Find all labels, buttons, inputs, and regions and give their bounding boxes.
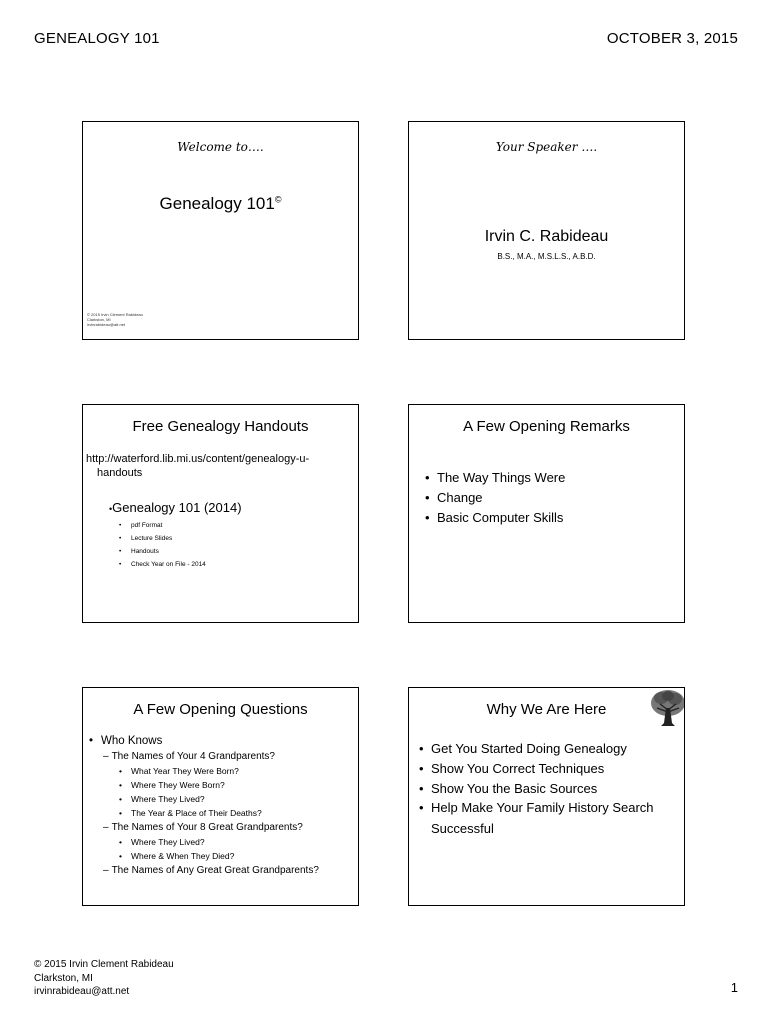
list-item: • Where They Were Born? — [119, 778, 354, 792]
list-item: • pdf Format — [119, 519, 206, 532]
footer-email: irvinrabideau@att.net — [34, 986, 130, 997]
questions-title: A Few Opening Questions — [133, 701, 308, 718]
list-item: • Get You Started Doing Genealogy — [419, 739, 681, 759]
credit-line: irvinrabideau@att.net — [87, 322, 126, 327]
page-number: 1 — [730, 980, 738, 995]
list-item: • Show You Correct Techniques — [419, 759, 681, 779]
footer-location: Clarkston, MI — [34, 972, 93, 984]
slide-why — [408, 687, 685, 906]
list-item: • Where & When They Died? — [119, 849, 354, 863]
remarks-title: A Few Opening Remarks — [463, 418, 630, 435]
tree-icon — [649, 688, 685, 728]
welcome-title — [83, 194, 358, 214]
bullet-icon: • — [109, 504, 113, 514]
handouts-item — [109, 500, 242, 515]
welcome-greeting: Welcome to…. — [177, 140, 264, 154]
list-item: – The Names of Any Great Great Grandparents? — [89, 863, 354, 878]
footer-copyright: © 2015 Irvin Clement Rabideau — [34, 959, 174, 970]
questions-sublist-b — [89, 835, 354, 863]
handouts-url[interactable] — [86, 452, 309, 480]
speaker-heading: Your Speaker …. — [495, 140, 598, 154]
copyright-mark: © — [274, 194, 282, 205]
slide-speaker — [408, 121, 685, 340]
questions-outline — [89, 734, 354, 878]
speaker-credentials: B.S., M.A., M.S.L.S., A.B.D. — [497, 252, 596, 261]
handouts-url-line-2: handouts — [97, 467, 143, 479]
list-item: • Help Make Your Family History Search — [419, 799, 681, 816]
list-item: • Change — [425, 488, 565, 508]
remarks-list — [425, 468, 565, 528]
slide-welcome — [82, 121, 359, 340]
list-item: • Lecture Slides — [119, 532, 206, 545]
credit-line: © 2015 Irvin Clement Rabideau — [87, 312, 143, 317]
why-item-continuation: Successful — [431, 821, 494, 836]
credit-line: Clarkston, MI — [87, 317, 111, 322]
list-item: • Where They Lived? — [119, 792, 354, 806]
list-item: • What Year They Were Born? — [119, 764, 354, 778]
list-item: • Who Knows — [89, 734, 354, 749]
list-item: – The Names of Your 4 Grandparents? — [89, 749, 354, 764]
slide-questions — [82, 687, 359, 906]
document-header-title: GENEALOGY 101 — [34, 30, 160, 47]
slide-remarks — [408, 404, 685, 623]
handouts-item-text: Genealogy 101 (2014) — [112, 500, 242, 515]
welcome-credit — [87, 312, 143, 327]
list-item: • Handouts — [119, 545, 206, 558]
list-item: • Basic Computer Skills — [425, 508, 565, 528]
list-item: • The Way Things Were — [425, 468, 565, 488]
list-item: • Show You the Basic Sources — [419, 779, 681, 799]
slide-handouts — [82, 404, 359, 623]
document-header-date: OCTOBER 3, 2015 — [606, 30, 738, 47]
handouts-sublist — [119, 519, 206, 571]
list-item: • The Year & Place of Their Deaths? — [119, 806, 354, 820]
list-item: • Where They Lived? — [119, 835, 354, 849]
why-list — [419, 739, 681, 816]
why-title: Why We Are Here — [486, 701, 607, 718]
handouts-title: Free Genealogy Handouts — [132, 418, 309, 435]
welcome-title-text: Genealogy 101 — [159, 194, 275, 213]
document-footer — [34, 958, 174, 999]
questions-sublist-a — [89, 764, 354, 820]
handouts-url-line-1: http://waterford.lib.mi.us/content/genealogy-u- — [86, 453, 310, 465]
questions-list — [89, 734, 354, 749]
speaker-name: Irvin C. Rabideau — [484, 228, 609, 245]
list-item: – The Names of Your 8 Great Grandparents? — [89, 820, 354, 835]
list-item: • Check Year on File - 2014 — [119, 558, 206, 571]
